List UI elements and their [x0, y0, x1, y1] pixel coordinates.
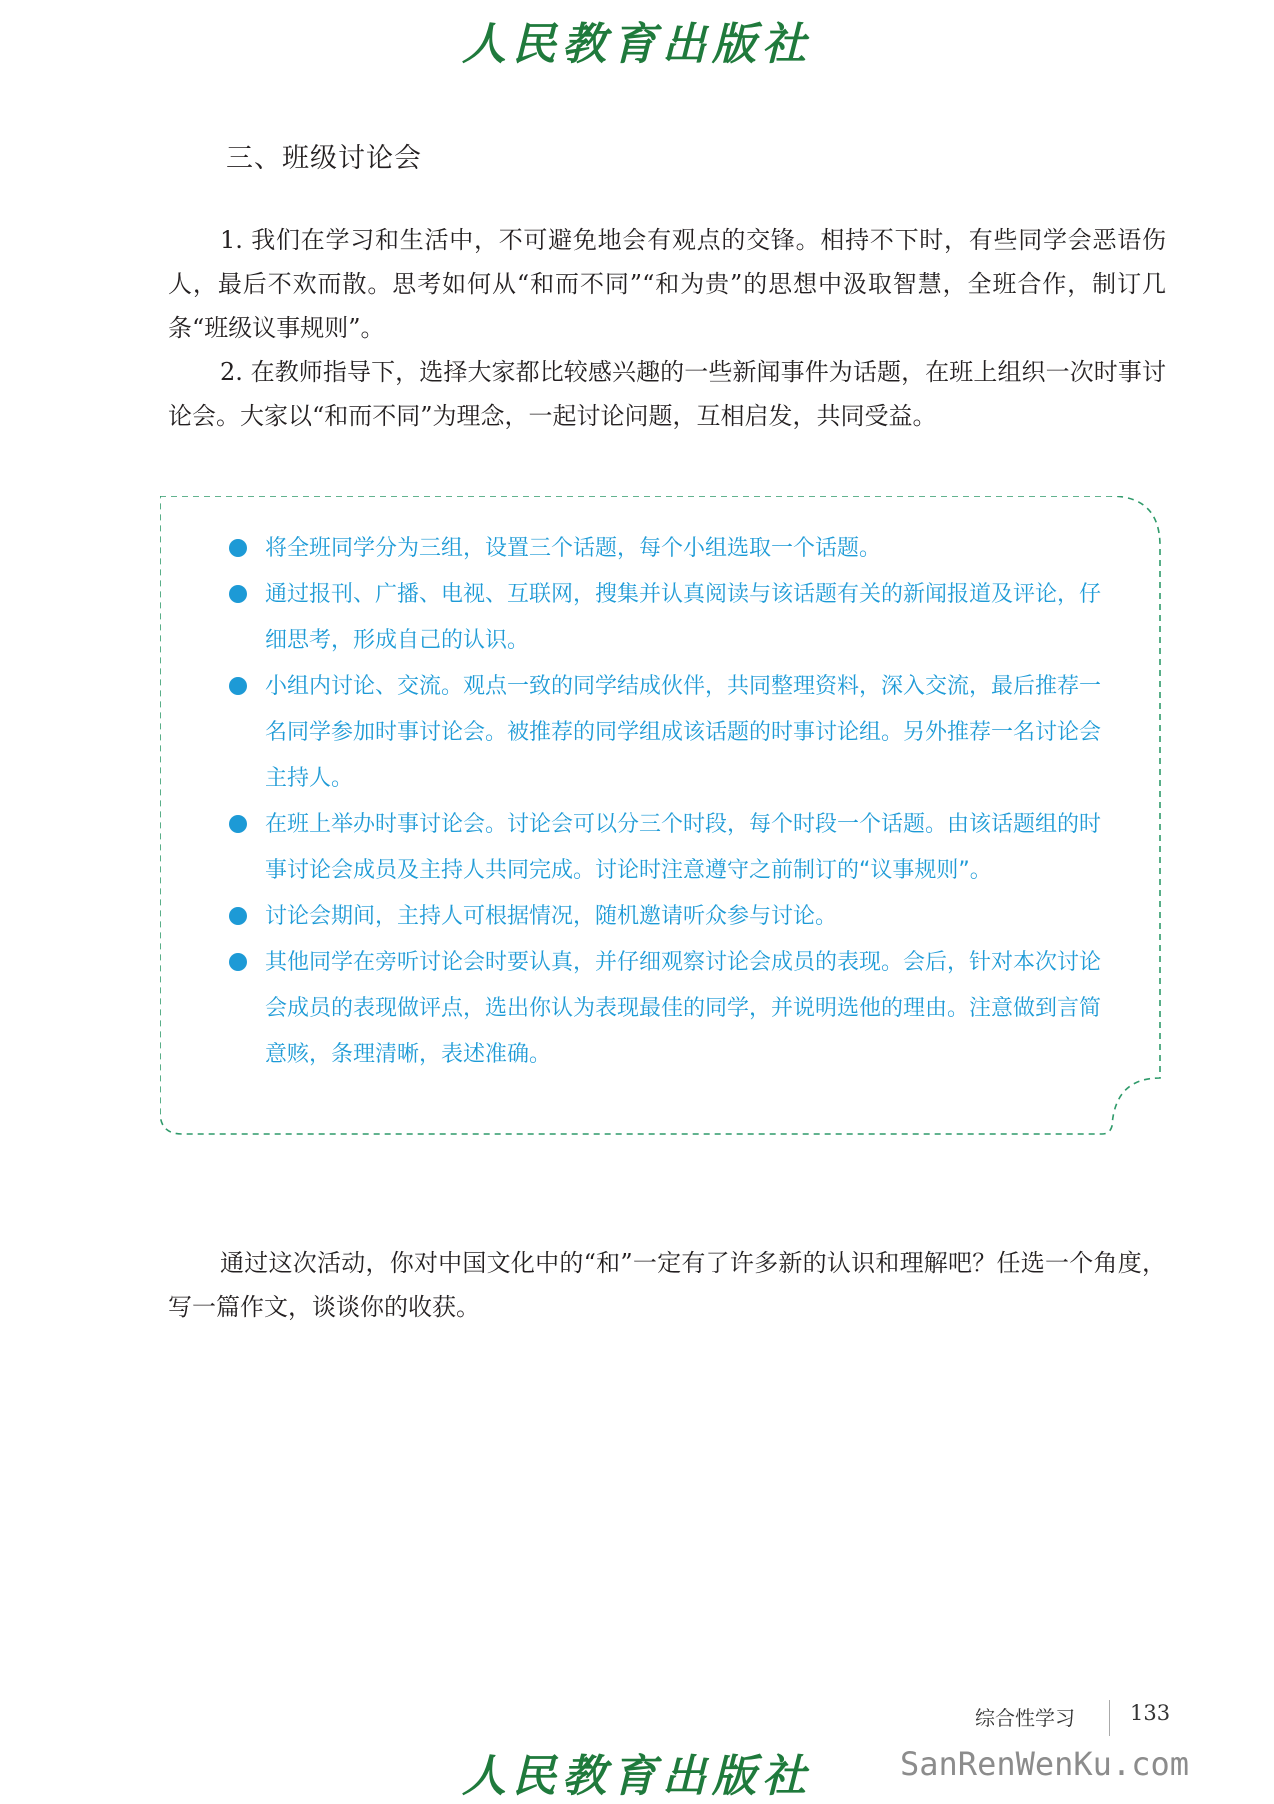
tip-text: 在班上举办时事讨论会。讨论会可以分三个时段，每个时段一个话题。由该话题组的时事讨论会成员及主持人共同完成。讨论时注意遵守之前制订的“议事规则”。: [265, 812, 1102, 883]
publisher-logo-top: 人民教育出版社: [462, 19, 812, 70]
bullet-dot-icon: [229, 815, 247, 833]
tip-text: 讨论会期间，主持人可根据情况，随机邀请听众参与讨论。: [265, 904, 838, 929]
list-item: [229, 940, 1119, 1078]
tip-text: 小组内讨论、交流。观点一致的同学结成伙伴，共同整理资料，深入交流，最后推荐一名同学参加时事讨论会。被推荐的同学组成该话题的时事讨论组。另外推荐一名讨论会主持人。: [265, 674, 1102, 791]
bullet-dot-icon: [229, 677, 247, 695]
section-title: 三、班级讨论会: [226, 143, 422, 174]
footer-section-name: 综合性学习: [975, 1706, 1075, 1730]
watermark: SanRenWenKu.com: [900, 1745, 1189, 1783]
tip-text: 通过报刊、广播、电视、互联网，搜集并认真阅读与该话题有关的新闻报道及评论，仔细思考，形成自己的认识。: [265, 582, 1102, 653]
publisher-logo-bottom: 人民教育出版社: [462, 1751, 812, 1802]
paragraph-2: 2. 在教师指导下，选择大家都比较感兴趣的一些新闻事件为话题，在班上组织一次时事讨论会。大家以“和而不同”为理念，一起讨论问题，互相启发，共同受益。: [168, 358, 1166, 430]
list-item: [229, 572, 1119, 664]
bullet-dot-icon: [229, 953, 247, 971]
tip-text: 其他同学在旁听讨论会时要认真，并仔细观察讨论会成员的表现。会后，针对本次讨论会成员的表现做评点，选出你认为表现最佳的同学，并说明选他的理由。注意做到言简意赅，条理清晰，表述准确。: [265, 950, 1102, 1067]
bullet-dot-icon: [229, 585, 247, 603]
list-item: [229, 894, 1119, 940]
list-item: [229, 526, 1119, 572]
list-item: [229, 802, 1119, 894]
bullet-dot-icon: [229, 539, 247, 557]
closing-paragraph: 通过这次活动，你对中国文化中的“和”一定有了许多新的认识和理解吧？任选一个角度，写一篇作文，谈谈你的收获。: [168, 1249, 1166, 1321]
tips-list: [229, 526, 1119, 1078]
bullet-dot-icon: [229, 907, 247, 925]
tip-text: 将全班同学分为三组，设置三个话题，每个小组选取一个话题。: [265, 536, 882, 561]
activity-tips-box: [160, 496, 1172, 1186]
list-item: [229, 664, 1119, 802]
footer-divider: [1109, 1700, 1110, 1736]
page-number: 133: [1130, 1701, 1171, 1725]
paragraph-1: 1. 我们在学习和生活中，不可避免地会有观点的交锋。相持不下时，有些同学会恶语伤人，最后不欢而散。思考如何从“和而不同”“和为贵”的思想中汲取智慧，全班合作，制订几条“班级议事规则”。: [168, 226, 1166, 342]
